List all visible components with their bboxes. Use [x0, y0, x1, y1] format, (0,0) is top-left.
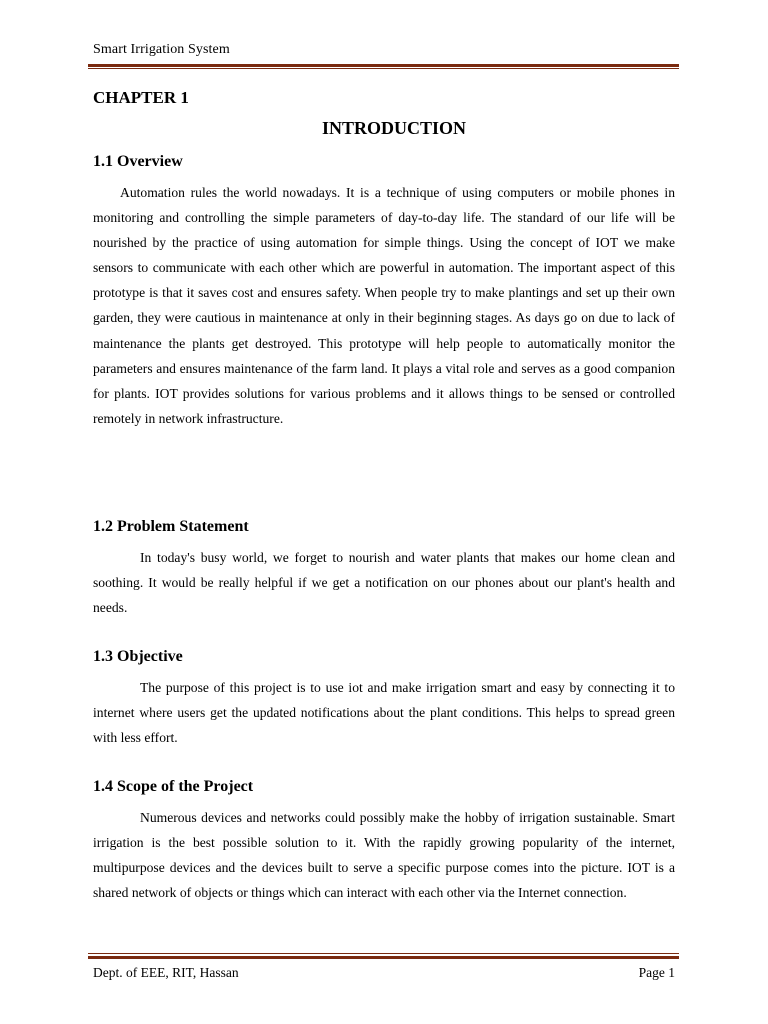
section-body: The purpose of this project is to use iot and make irrigation smart and easy by connecting it to internet where users get the updated notifications about the plant conditions. This helps to spread green with less effort. — [93, 680, 675, 746]
section-objective — [93, 647, 675, 750]
header-title: Smart Irrigation System — [93, 42, 230, 57]
section-heading: 1.1 Overview — [93, 153, 183, 170]
header-rule-thin — [88, 68, 679, 69]
header-rule-thick — [88, 64, 679, 67]
section-heading: 1.4 Scope of the Project — [93, 778, 254, 795]
section-heading: 1.3 Objective — [93, 648, 183, 665]
chapter-label: CHAPTER 1 — [93, 88, 189, 107]
section-body: In today's busy world, we forget to nourish and water plants that makes our home clean and soothing. It would be really helpful if we get a notification on our phones about our plant's health and needs. — [93, 550, 675, 616]
section-scope — [93, 777, 675, 905]
section-body: Numerous devices and networks could possibly make the hobby of irrigation sustainable. Smart irrigation is the best possible solution to it. With the rapidly growing popularity of the internet, multipurpose devices and the devices built to serve a specific purpose comes into the picture. IOT is a shared network of objects or things which can interact with each other via the Internet connection. — [93, 810, 675, 901]
section-problem-statement — [93, 517, 675, 620]
section-body: Automation rules the world nowadays. It is a technique of using computers or mobile phones in monitoring and controlling the simple parameters of day-to-day life. The standard of our life will be nourished by the practice of using automation for simple things. Using the concept of IOT we make sensors to communicate with each other which are powerful in automation. The important aspect of this prototype is that it saves cost and ensures safety. When people try to make plantings and set up their own garden, they were cautious in maintenance at only in their beginning stages. As days go on due to lack of maintenance the plants get destroyed. This prototype will help people to automatically monitor the parameters and ensures maintenance of the farm land. It plays a vital role and serves as a good companion for plants. IOT provides solutions for various problems and it allows things to be sensed or controlled remotely in network infrastructure. — [93, 185, 675, 426]
section-overview — [93, 152, 675, 431]
page-number: Page 1 — [638, 965, 675, 980]
footer-rule-thick — [88, 956, 679, 959]
footer-department: Dept. of EEE, RIT, Hassan — [93, 965, 239, 980]
section-heading: 1.2 Problem Statement — [93, 518, 249, 535]
footer-rule-thin — [88, 953, 679, 954]
chapter-title: INTRODUCTION — [321, 118, 467, 138]
